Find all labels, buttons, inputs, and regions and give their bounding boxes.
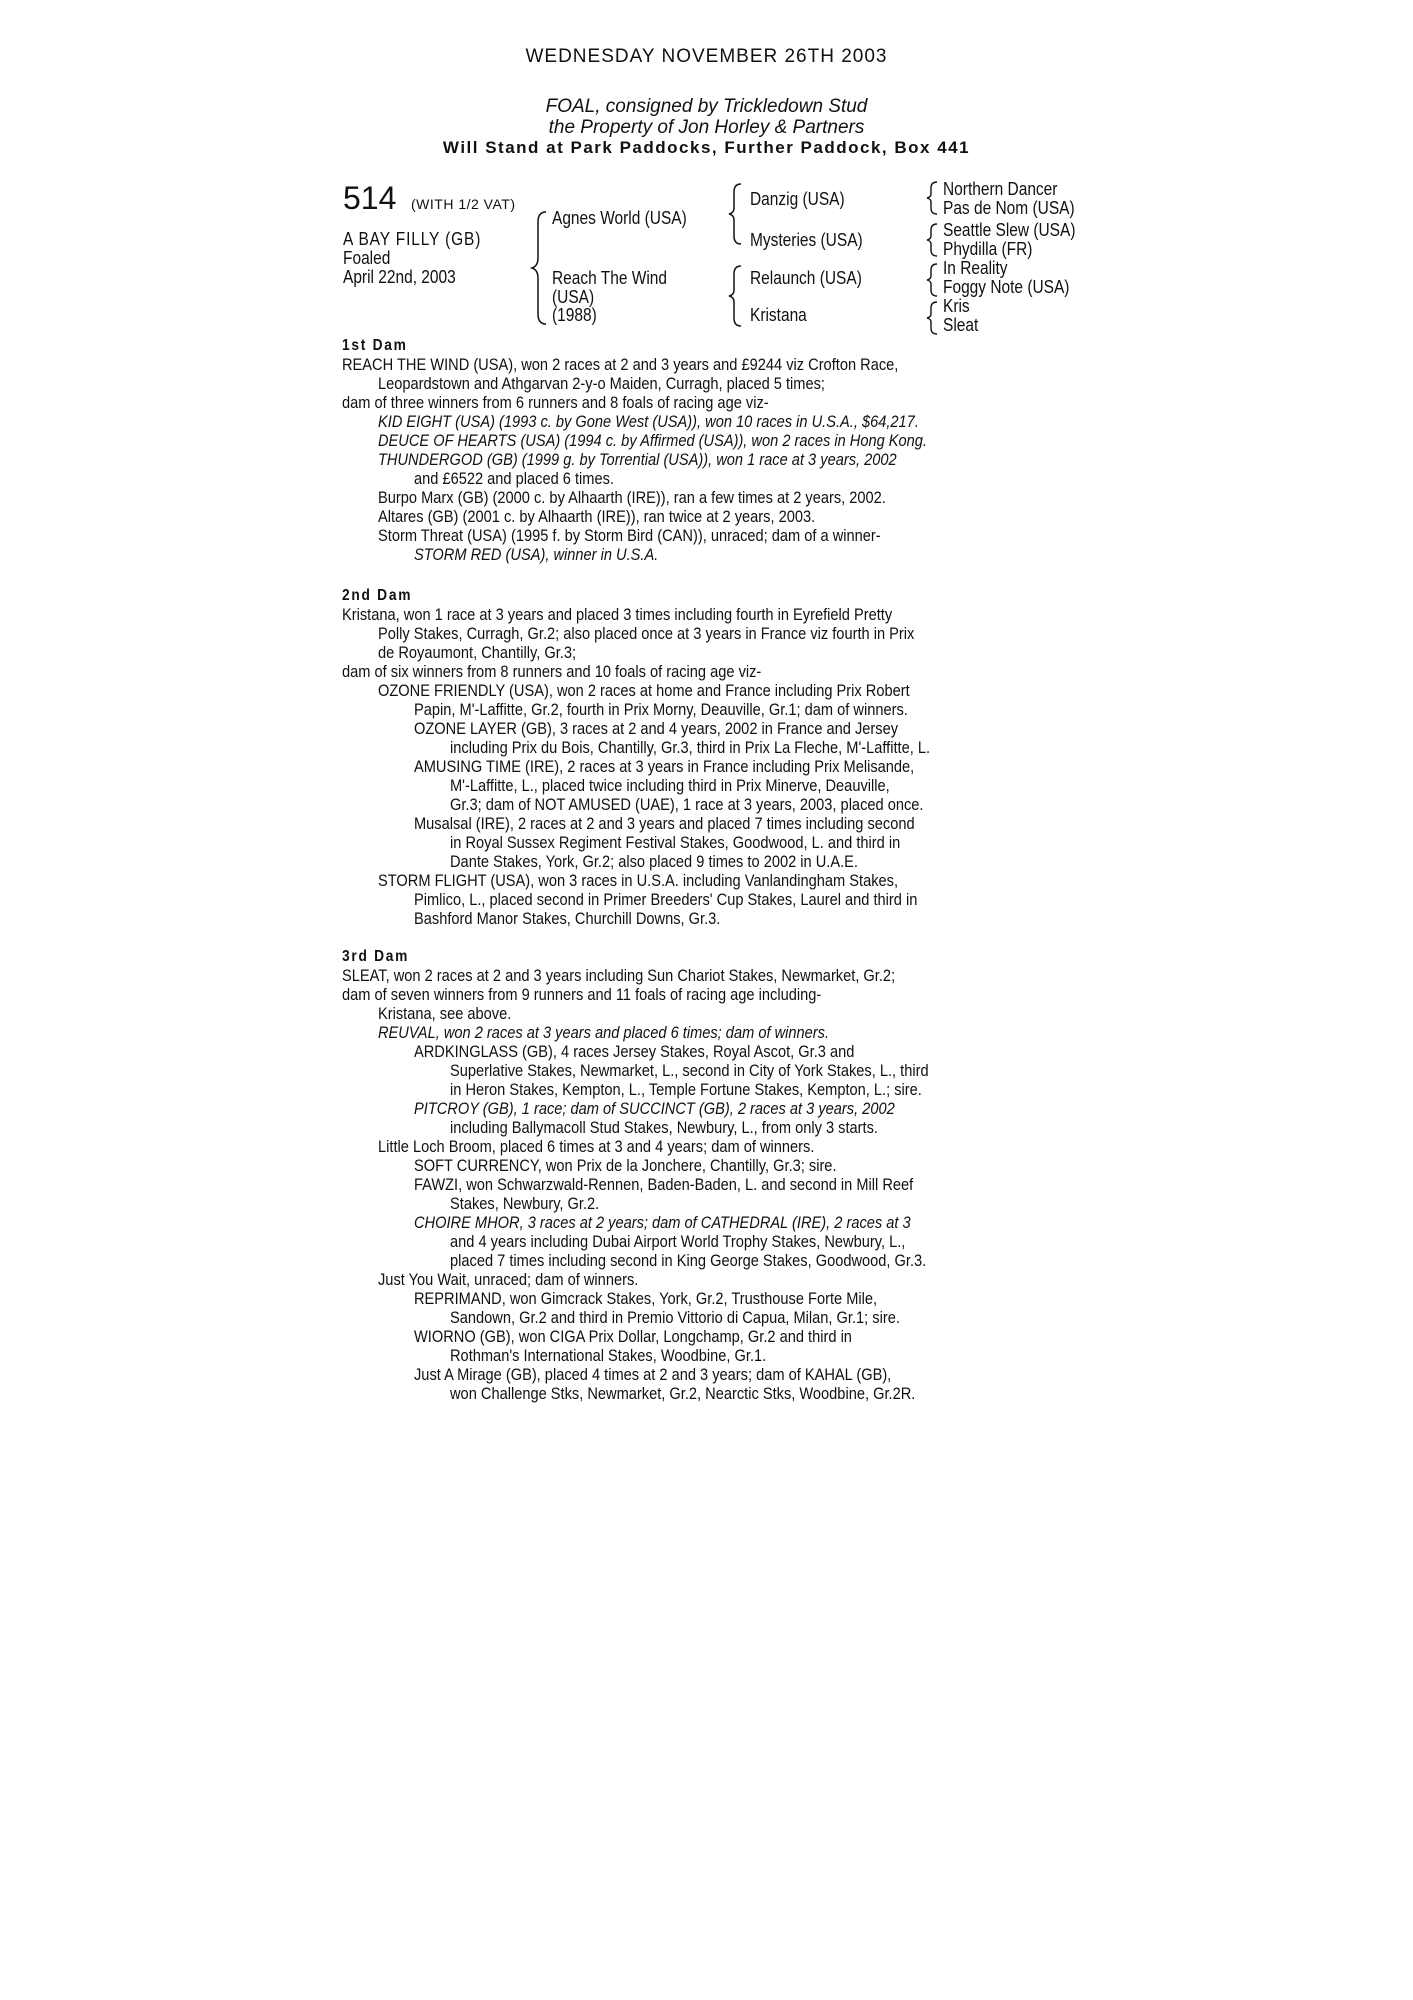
pedigree-dds: Kris <box>943 296 970 316</box>
second-dam-line: STORM FLIGHT (USA), won 3 races in U.S.A. including Vanlandingham Stakes, <box>378 871 899 890</box>
third-dam-line: REUVAL, won 2 races at 3 years and placed 6 times; dam of winners. <box>378 1023 830 1042</box>
third-dam-line: Little Loch Broom, placed 6 times at 3 and 4 years; dam of winners. <box>378 1137 815 1156</box>
second-dam-line: Kristana, won 1 race at 3 years and placed 3 times including fourth in Eyrefield Pretty <box>342 605 893 624</box>
pedigree-sds: Seattle Slew (USA) <box>943 220 1076 240</box>
pedigree-dam-dam: Kristana <box>750 305 807 325</box>
pedigree-brace-dd <box>924 300 940 336</box>
third-dam-line: and 4 years including Dubai Airport World Trophy Stakes, Newbury, L., <box>450 1232 906 1251</box>
stand-location: Will Stand at Park Paddocks, Further Paddock, Box 441 <box>442 138 971 157</box>
second-dam-section <box>342 586 1102 928</box>
second-dam-line: Musalsal (IRE), 2 races at 2 and 3 years and placed 7 times including second <box>414 814 915 833</box>
third-dam-line: WIORNO (GB), won CIGA Prix Dollar, Longchamp, Gr.2 and third in <box>414 1327 852 1346</box>
first-dam-line: DEUCE OF HEARTS (USA) (1994 c. by Affirmed (USA)), won 2 races in Hong Kong. <box>378 431 927 450</box>
first-dam-line: Leopardstown and Athgarvan 2-y-o Maiden, Curragh, placed 5 times; <box>378 374 825 393</box>
second-dam-line: OZONE LAYER (GB), 3 races at 2 and 4 years, 2002 in France and Jersey <box>414 719 899 738</box>
third-dam-line: SOFT CURRENCY, won Prix de la Jonchere, Chantilly, Gr.3; sire. <box>414 1156 837 1175</box>
first-dam-line: KID EIGHT (USA) (1993 c. by Gone West (USA)), won 10 races in U.S.A., $64,217. <box>378 412 919 431</box>
pedigree-brace-dam <box>727 262 745 330</box>
pedigree-sss: Northern Dancer <box>943 179 1058 199</box>
second-dam-line: Dante Stakes, York, Gr.2; also placed 9 times to 2002 in U.A.E. <box>450 852 858 871</box>
third-dam-line: dam of seven winners from 9 runners and 11 foals of racing age including- <box>342 985 822 1004</box>
first-dam-line: STORM RED (USA), winner in U.S.A. <box>414 545 659 564</box>
second-dam-line: M'-Laffitte, L., placed twice including third in Prix Minerve, Deauville, <box>450 776 890 795</box>
first-dam-line: REACH THE WIND (USA), won 2 races at 2 and 3 years and £9244 viz Crofton Race, <box>342 355 899 374</box>
third-dam-line: Just You Wait, unraced; dam of winners. <box>378 1270 639 1289</box>
pedigree-brace-ss <box>924 180 940 216</box>
second-dam-line: dam of six winners from 8 runners and 10 foals of racing age viz- <box>342 662 762 681</box>
first-dam-line: dam of three winners from 6 runners and 8 foals of racing age viz- <box>342 393 769 412</box>
pedigree-sire: Agnes World (USA) <box>552 208 687 228</box>
pedigree-brace-sd <box>924 222 940 258</box>
pedigree-dam-sire: Relaunch (USA) <box>750 268 862 288</box>
second-dam-line: de Royaumont, Chantilly, Gr.3; <box>378 643 577 662</box>
consignor-line: FOAL, consigned by Trickledown Stud <box>545 96 868 117</box>
first-dam-section <box>342 336 1102 564</box>
pedigree-dam-line3: (1988) <box>552 305 597 325</box>
first-dam-heading: 1st Dam <box>342 337 408 354</box>
pedigree-ssd: Pas de Nom (USA) <box>943 198 1075 218</box>
pedigree-sdd: Phydilla (FR) <box>943 239 1033 259</box>
first-dam-line: Burpo Marx (GB) (2000 c. by Alhaarth (IRE)), ran a few times at 2 years, 2002. <box>378 488 886 507</box>
second-dam-line: Papin, M'-Laffitte, Gr.2, fourth in Prix Morny, Deauville, Gr.1; dam of winners. <box>414 700 908 719</box>
third-dam-line: won Challenge Stks, Newmarket, Gr.2, Nearctic Stks, Woodbine, Gr.2R. <box>450 1384 916 1403</box>
property-line: the Property of Jon Horley & Partners <box>548 117 865 138</box>
pedigree-brace-ds <box>924 262 940 298</box>
third-dam-line: Sandown, Gr.2 and third in Premio Vittorio di Capua, Milan, Gr.1; sire. <box>450 1308 900 1327</box>
second-dam-line: including Prix du Bois, Chantilly, Gr.3, third in Prix La Fleche, M'-Laffitte, L. <box>450 738 931 757</box>
third-dam-line: Just A Mirage (GB), placed 4 times at 2 and 3 years; dam of KAHAL (GB), <box>414 1365 892 1384</box>
pedigree-sire-sire: Danzig (USA) <box>750 189 845 209</box>
third-dam-line: SLEAT, won 2 races at 2 and 3 years including Sun Chariot Stakes, Newmarket, Gr.2; <box>342 966 896 985</box>
first-dam-line: and £6522 and placed 6 times. <box>414 469 614 488</box>
second-dam-line: Polly Stakes, Curragh, Gr.2; also placed once at 3 years in France viz fourth in Prix <box>378 624 915 643</box>
third-dam-line: PITCROY (GB), 1 race; dam of SUCCINCT (GB), 2 races at 3 years, 2002 <box>414 1099 895 1118</box>
third-dam-heading: 3rd Dam <box>342 948 410 965</box>
pedigree-dam-line1: Reach The Wind <box>552 268 668 288</box>
second-dam-line: Pimlico, L., placed second in Primer Breeders' Cup Stakes, Laurel and third in <box>414 890 918 909</box>
second-dam-line: in Royal Sussex Regiment Festival Stakes, Goodwood, L. and third in <box>450 833 901 852</box>
sale-date: WEDNESDAY NOVEMBER 26TH 2003 <box>525 46 888 67</box>
third-dam-line: placed 7 times including second in King George Stakes, Goodwood, Gr.3. <box>450 1251 927 1270</box>
second-dam-line: Bashford Manor Stakes, Churchill Downs, Gr.3. <box>414 909 721 928</box>
pedigree-dam-line2: (USA) <box>552 287 595 307</box>
third-dam-line: in Heron Stakes, Kempton, L., Temple Fortune Stakes, Kempton, L.; sire. <box>450 1080 922 1099</box>
pedigree-sire-dam: Mysteries (USA) <box>750 230 863 250</box>
first-dam-line: Storm Threat (USA) (1995 f. by Storm Bird (CAN)), unraced; dam of a winner- <box>378 526 881 545</box>
third-dam-line: including Ballymacoll Stud Stakes, Newbury, L., from only 3 starts. <box>450 1118 878 1137</box>
third-dam-line: FAWZI, won Schwarzwald-Rennen, Baden-Baden, L. and second in Mill Reef <box>414 1175 914 1194</box>
third-dam-section <box>342 947 1102 1403</box>
pedigree-brace-sire <box>727 180 745 248</box>
foaled-label: Foaled <box>343 248 391 268</box>
third-dam-line: CHOIRE MHOR, 3 races at 2 years; dam of CATHEDRAL (IRE), 2 races at 3 <box>414 1213 911 1232</box>
third-dam-line: Stakes, Newbury, Gr.2. <box>450 1194 600 1213</box>
foaled-date: April 22nd, 2003 <box>343 267 456 287</box>
lot-number: 514 <box>343 180 397 216</box>
third-dam-line: REPRIMAND, won Gimcrack Stakes, York, Gr.2, Trusthouse Forte Mile, <box>414 1289 878 1308</box>
third-dam-line: ARDKINGLASS (GB), 4 races Jersey Stakes, Royal Ascot, Gr.3 and <box>414 1042 855 1061</box>
first-dam-line: THUNDERGOD (GB) (1999 g. by Torrential (USA)), won 1 race at 3 years, 2002 <box>378 450 897 469</box>
second-dam-line: Gr.3; dam of NOT AMUSED (UAE), 1 race at 3 years, 2003, placed once. <box>450 795 924 814</box>
third-dam-line: Kristana, see above. <box>378 1004 512 1023</box>
second-dam-heading: 2nd Dam <box>342 587 413 604</box>
third-dam-line: Superlative Stakes, Newmarket, L., second in City of York Stakes, L., third <box>450 1061 929 1080</box>
pedigree-ddd: Sleat <box>943 315 979 335</box>
lot-description: A BAY FILLY (GB) <box>343 229 482 249</box>
pedigree-dss: In Reality <box>943 258 1008 278</box>
first-dam-line: Altares (GB) (2001 c. by Alhaarth (IRE)), ran twice at 2 years, 2003. <box>378 507 816 526</box>
pedigree-brace-main <box>530 208 550 328</box>
pedigree-dsd: Foggy Note (USA) <box>943 277 1070 297</box>
lot-vat: (WITH 1/2 VAT) <box>411 196 516 212</box>
second-dam-line: AMUSING TIME (IRE), 2 races at 3 years in France including Prix Melisande, <box>414 757 915 776</box>
second-dam-line: OZONE FRIENDLY (USA), won 2 races at home and France including Prix Robert <box>378 681 910 700</box>
third-dam-line: Rothman's International Stakes, Woodbine, Gr.1. <box>450 1346 767 1365</box>
